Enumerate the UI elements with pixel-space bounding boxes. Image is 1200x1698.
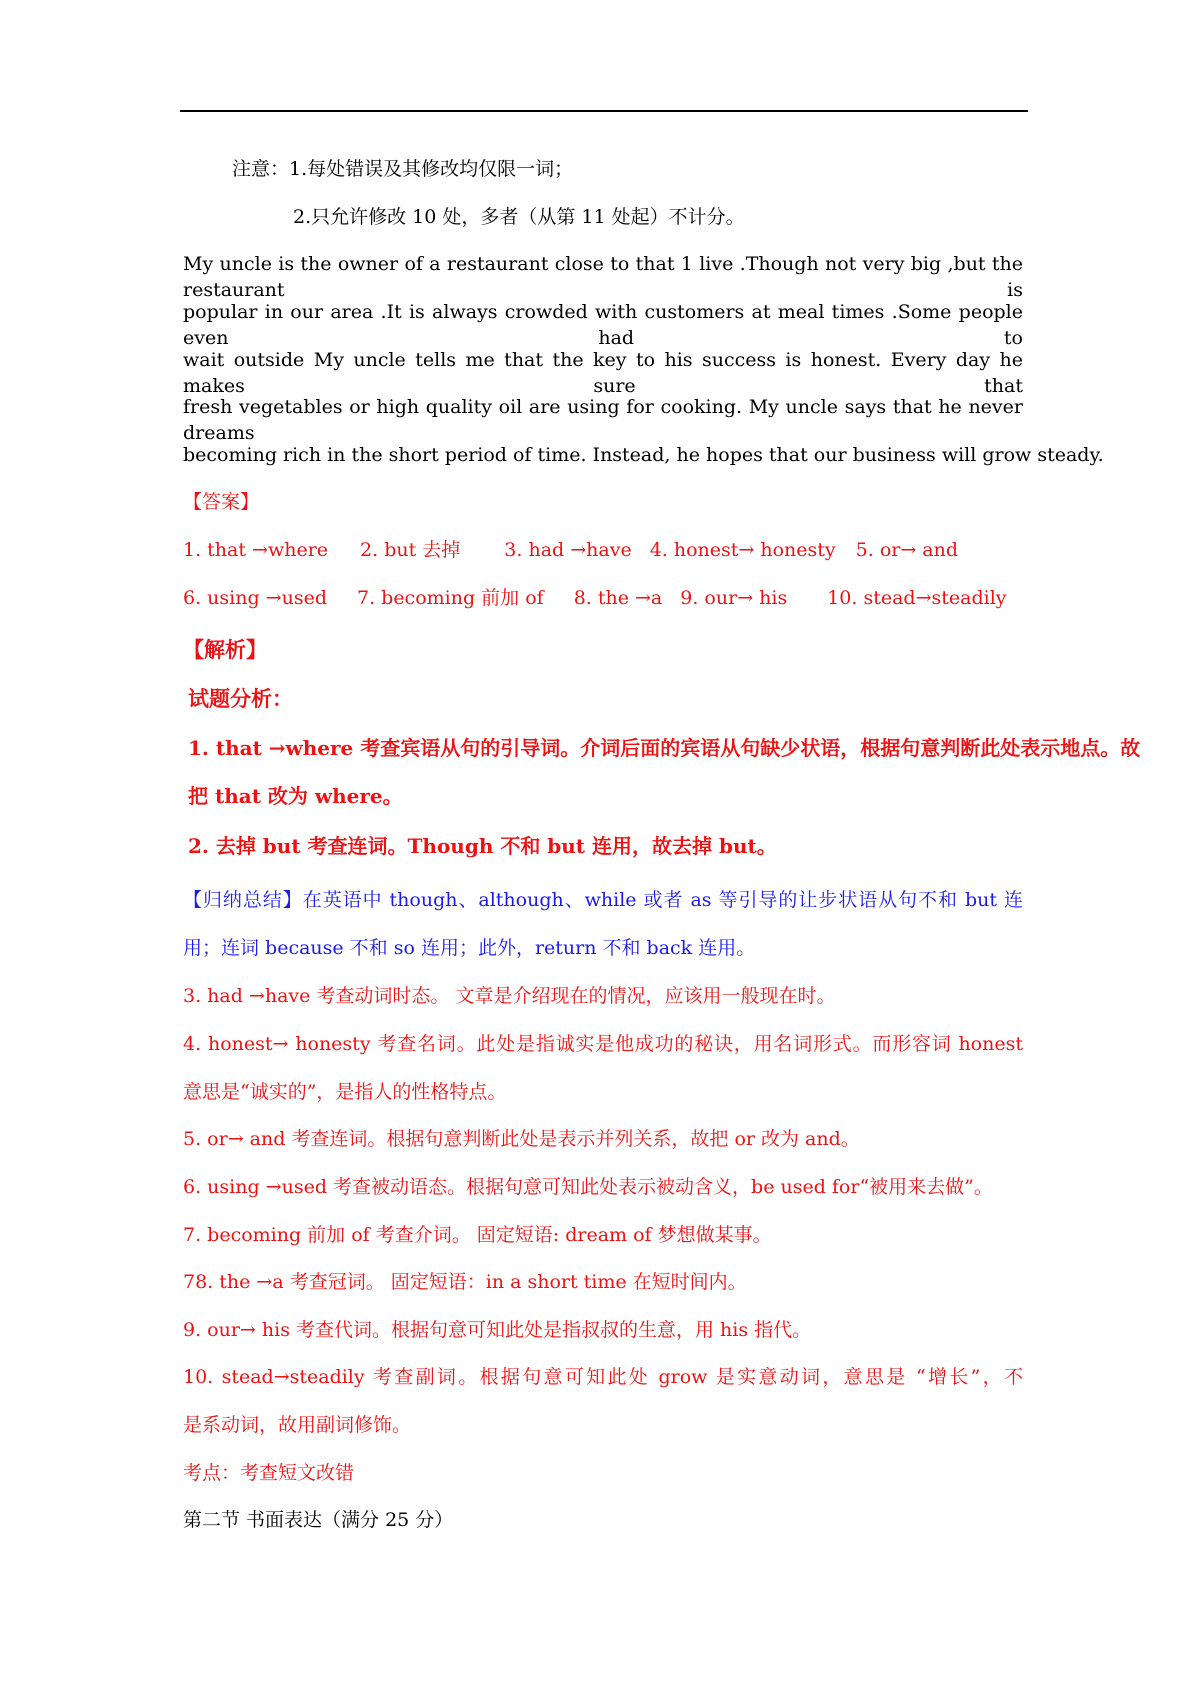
note-line-2: 2.只允许修改 10 处，多者（从第 11 处起）不计分。 <box>293 206 745 228</box>
summary-label: 【归纳总结】 <box>183 889 303 911</box>
answer-heading: 【答案】 <box>183 491 260 513</box>
explain-4-line-1: 4. honest→ honesty 考查名词。此处是指诚实是他成功的秘诀，用名词形式。而形容词 honest <box>183 1033 1023 1055</box>
summary-line-2: 用；连词 because 不和 so 连用；此外，return 不和 back 连用。 <box>183 937 756 959</box>
summary-line-1 <box>183 887 1023 913</box>
answer-6: 6. using →used <box>183 587 327 609</box>
answer-8: 8. the →a <box>573 587 663 609</box>
explain-6: 6. using →used 考查被动语态。根据句意可知此处表示被动含义，be used for“被用来去做”。 <box>183 1176 993 1198</box>
answers-row-2 <box>183 585 1007 611</box>
answers-row-1 <box>183 537 958 563</box>
answer-1: 1. that →where <box>183 539 329 561</box>
analysis-item-1-line-1: 1. that →where 考查宾语从句的引导词。介词后面的宾语从句缺少状语，根据句意判断此处表示地点。故 <box>188 736 1141 760</box>
answer-9: 9. our→ his <box>680 587 788 609</box>
answer-2: 2. but 去掉 <box>360 539 461 561</box>
header-rule <box>180 110 1028 112</box>
analysis-heading: 【解析】 <box>183 637 267 662</box>
note-line-1: 注意：1.每处错误及其修改均仅限一词； <box>232 158 574 180</box>
analysis-subheading: 试题分析： <box>188 686 293 711</box>
analysis-item-1-line-2: 把 that 改为 where。 <box>188 784 403 808</box>
explain-10-line-1: 10. stead→steadily 考查副词。根据句意可知此处 grow 是实意动词，意思是 “增长”，不 <box>183 1366 1023 1388</box>
explain-7: 7. becoming 前加 of 考查介词。 固定短语: dream of 梦想做某事。 <box>183 1224 772 1246</box>
explain-4-line-2: 意思是“诚实的”，是指人的性格特点。 <box>183 1081 507 1103</box>
passage-line-5: becoming rich in the short period of time. Instead, he hopes that our business will grow steady. <box>183 444 1104 466</box>
answer-3: 3. had →have <box>504 539 632 561</box>
passage-line-1: My uncle is the owner of a restaurant close to that 1 live .Though not very big ,but the restaurant is <box>183 253 1023 301</box>
answer-4: 4. honest→ honesty <box>649 539 836 561</box>
explain-8: 78. the →a 考查冠词。 固定短语：in a short time 在短时间内。 <box>183 1271 747 1293</box>
summary-text: 在英语中 though、although、while 或者 as 等引导的让步状语从句不和 but 连 <box>302 889 1023 911</box>
passage-line-4: fresh vegetables or high quality oil are using for cooking. My uncle says that he never dreams <box>183 396 1023 444</box>
answer-10: 10. stead→steadily <box>827 587 1007 609</box>
answer-7: 7. becoming 前加 of <box>356 587 544 609</box>
explain-9: 9. our→ his 考查代词。根据句意可知此处是指叔叔的生意，用 his 指代。 <box>183 1319 812 1341</box>
analysis-item-2: 2. 去掉 but 考查连词。Though 不和 but 连用，故去掉 but。 <box>188 834 777 858</box>
explain-5: 5. or→ and 考查连词。根据句意判断此处是表示并列关系，故把 or 改为 and。 <box>183 1128 860 1150</box>
section-two-heading: 第二节 书面表达（满分 25 分） <box>183 1509 454 1531</box>
explain-3: 3. had →have 考查动词时态。 文章是介绍现在的情况，应该用一般现在时。 <box>183 985 836 1007</box>
passage-line-3: wait outside My uncle tells me that the key to his success is honest. Every day he makes sure that <box>183 349 1023 397</box>
explain-10-line-2: 是系动词，故用副词修饰。 <box>183 1414 412 1436</box>
kaodian: 考点：考查短文改错 <box>183 1462 355 1484</box>
passage-line-2: popular in our area .It is always crowded with customers at meal times .Some people even had to <box>183 301 1023 349</box>
answer-5: 5. or→ and <box>855 539 959 561</box>
